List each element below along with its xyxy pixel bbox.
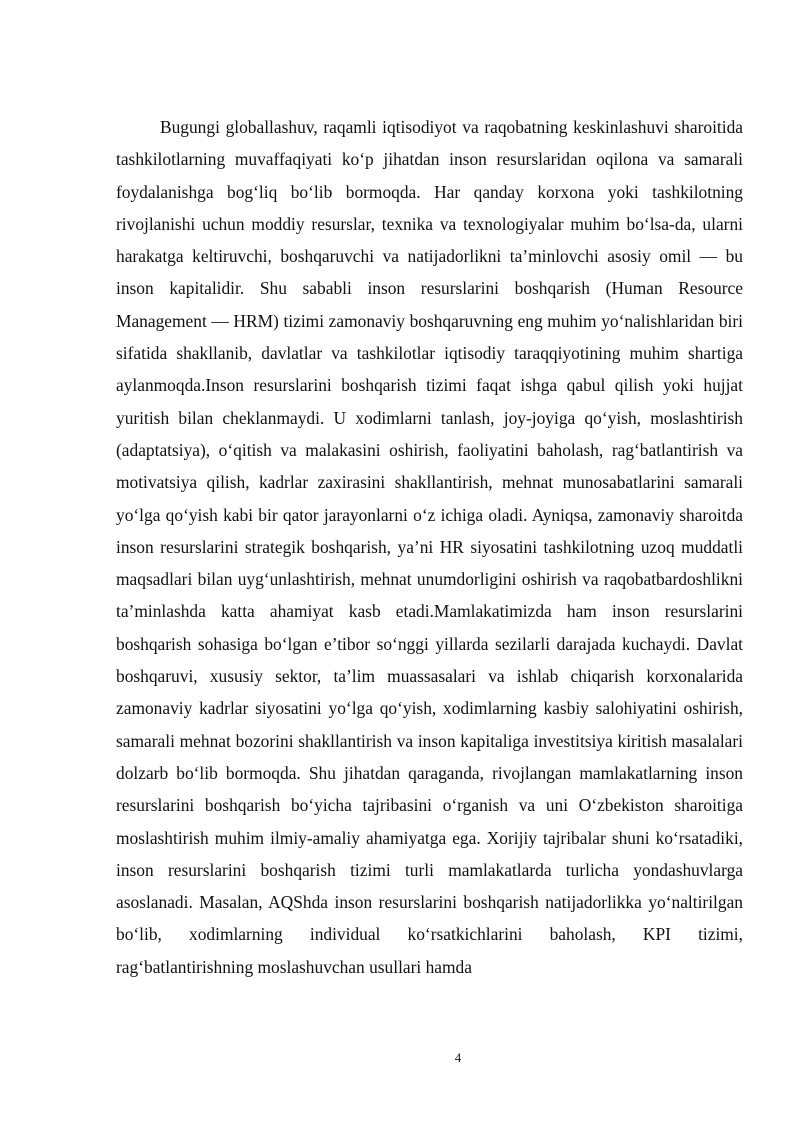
body-paragraph: Bugungi globallashuv, raqamli iqtisodiyot va raqobatning keskinlashuvi sharoitida tashkilotlarning muvaffaqiyati ko‘p jihatdan inson resurslaridan oqilona va samarali foydalanishga bog‘liq bo‘lib bormoqda. Har qanday korxona yoki tashkilotning rivojlanishi uchun moddiy resurslar, texnika va texnologiyalar muhim bo‘lsa-da, ularni harakatga keltiruvchi, boshqaruvchi va natijadorlikni ta’minlovchi asosiy omil — bu inson kapitalidir. Shu sababli inson resurslarini boshqarish (Human Resource Management — HRM) tizimi zamonaviy boshqaruvning eng muhim yo‘nalishlaridan biri sifatida shakllanib, davlatlar va tashkilotlar iqtisodiy taraqqiyotining muhim shartiga aylanmoqda.Inson resurslarini boshqarish tizimi faqat ishga qabul qilish yoki hujjat yuritish bilan cheklanmaydi. U xodimlarni tanlash, joy-joyiga qo‘yish, moslashtirish (adaptatsiya), o‘qitish va malakasini oshirish, faoliyatini baholash, rag‘batlantirish va motivatsiya qilish, kadrlar zaxirasini shakllantirish, mehnat munosabatlarini samarali yo‘lga qo‘yish kabi bir qator jarayonlarni o‘z ichiga oladi. Ayniqsa, zamonaviy sharoitda inson resurslarini strategik boshqarish, ya’ni HR siyosatini tashkilotning uzoq muddatli maqsadlari bilan uyg‘unlashtirish, mehnat unumdorligini oshirish va raqobatbardoshlikni ta’minlashda katta ahamiyat kasb etadi.Mamlakatimizda ham inson resurslarini boshqarish sohasiga bo‘lgan e’tibor so‘nggi yillarda sezilarli darajada kuchaydi. Davlat boshqaruvi, xususiy sektor, ta’lim muassasalari va ishlab chiqarish korxonalarida zamonaviy kadrlar siyosatini yo‘lga qo‘yish, xodimlarning kasbiy salohiyatini oshirish, samarali mehnat bozorini shakllantirish va inson kapitaliga investitsiya kiritish masalalari dolzarb bo‘lib bormoqda. Shu jihatdan qaraganda, rivojlangan mamlakatlarning inson resurslarini boshqarish bo‘yicha tajribasini o‘rganish va uni O‘zbekiston sharoitiga moslashtirish muhim ilmiy-amaliy ahamiyatga ega. Xorijiy tajribalar shuni ko‘rsatadiki, inson resurslarini boshqarish tizimi turli mamlakatlarda turlicha yondashuvlarga asoslanadi. Masalan, AQShda inson resurslarini boshqarish natijadorlikka yo‘naltirilgan bo‘lib, xodimlarning individual ko‘rsatkichlarini baholash, KPI tizimi, rag‘batlantirishning moslashuvchan usullari hamda [116,117,743,977]
page-number: 4 [454,1050,462,1065]
